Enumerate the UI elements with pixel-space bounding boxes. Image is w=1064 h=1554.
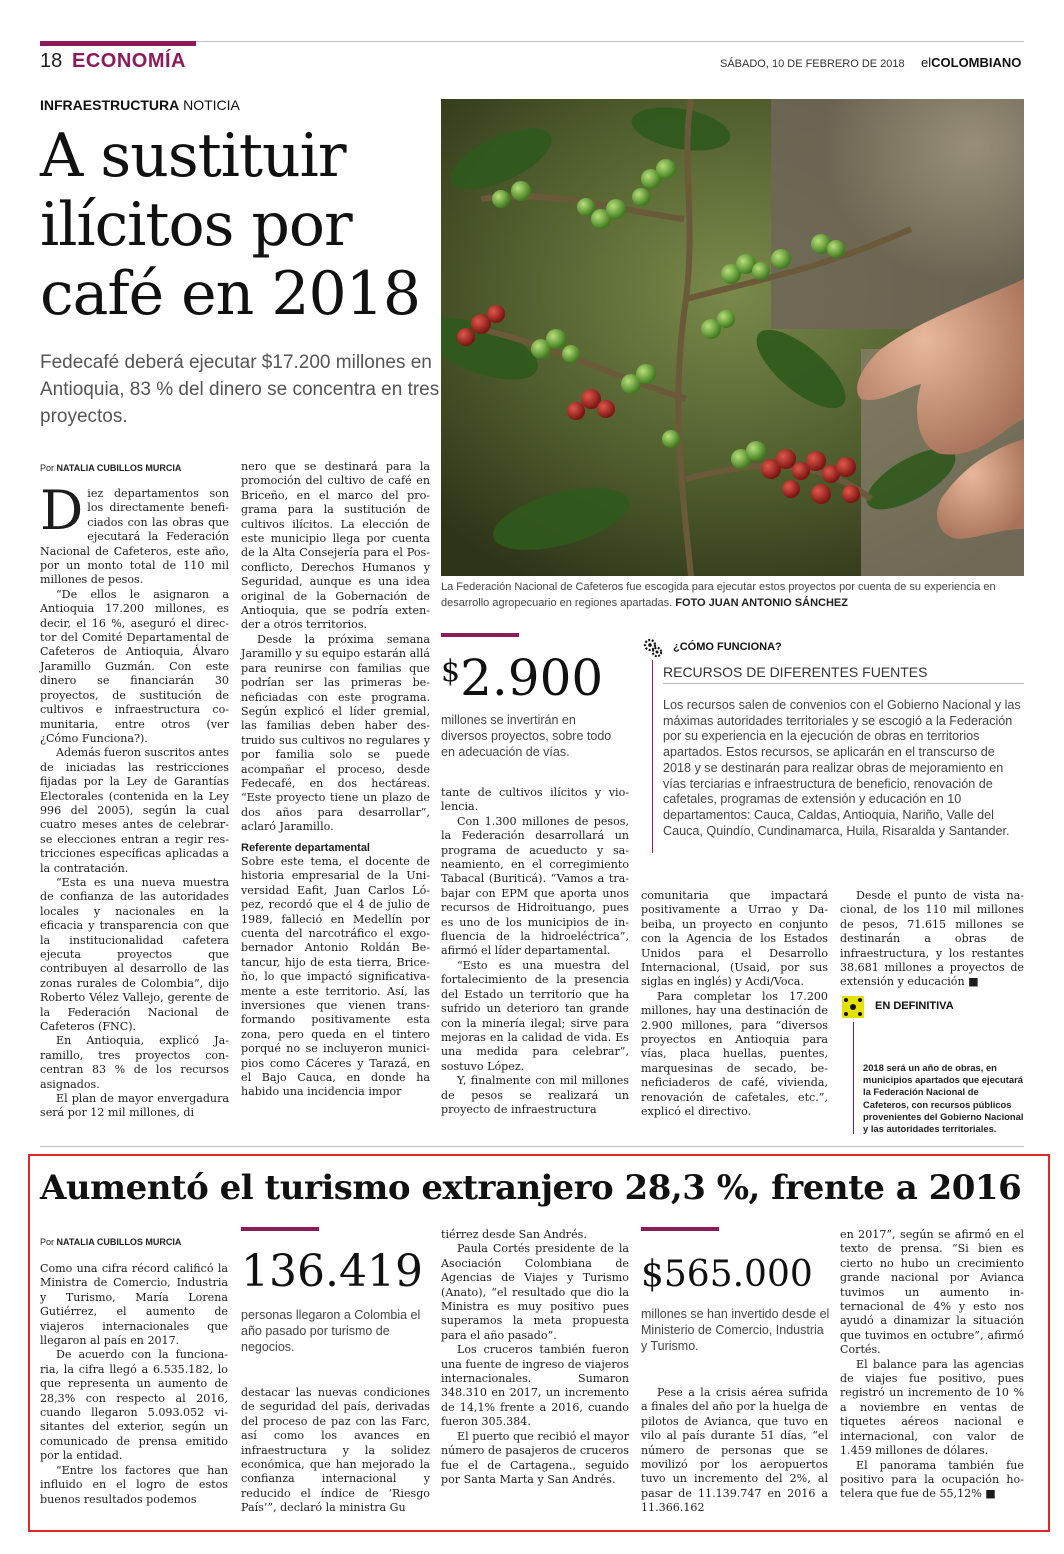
stat-accent-rule (641, 1227, 719, 1231)
paragraph: Desde la próxima semana Jaramillo y su equipo estarán allá para reunirse con familias que podrían ser las primeras beneficiadas con este programa. Según explicó el líder gremial, las familias deben haber destruido sus cultivos no regulares y por familia solo se puede acompañar el proceso, desde Fedecafé, en dos hectáreas. “Este proyecto tiene un plazo de dos años para desarrollar”, aclaró Jaramillo. (241, 632, 430, 834)
stat-currency: $ (441, 654, 461, 689)
subheading: Referente departamental (241, 841, 370, 854)
how-it-works-subtitle: RECURSOS DE DIFERENTES FUENTES (663, 664, 928, 680)
article-column-5 (840, 889, 1024, 989)
photo-credit: FOTO JUAN ANTONIO SÁNCHEZ (675, 597, 848, 609)
paragraph: El plan de mayor envergadura será por 12 mil millones, di (40, 1092, 229, 1120)
paragraph: “Entre los factores que han influido en el logro de estos buenos resultados podemos (40, 1463, 228, 1506)
paragraph: En Antioquia, explicó Jaramillo, tres proyectos concentran 83 % de los recursos asignados. (40, 1034, 229, 1091)
paragraph: El puerto que recibió el mayor número de pasajeros de cruceros fue el de Cartagena., seguido por Santa Marta y San Andrés. (441, 1429, 629, 1486)
paragraph: Los cruceros también fueron una fuente de ingreso de viajeros internacionales. Sumaron 348.310 en 2017, un incremento de 14,1% frente a 2016, cuando fueron 305.384. (441, 1343, 629, 1429)
issue-date: SÁBADO, 10 DE FEBRERO DE 2018 (720, 58, 905, 70)
page-number: 18 (40, 50, 63, 72)
paragraph-text: iez departamentos son los directamente beneficiados con las obras que ejecutará la Federación Nacional de Cafeteros, este año, por un monto total de 110 mil millones de pesos. (40, 487, 229, 587)
byline-prefix: Por (40, 1237, 55, 1247)
paragraph: “Esto es una muestra del fortalecimiento de la presencia del Estado un territorio que ha sufrido un deterioro tan grande con la minería ilegal; sirve para mejoras en la calidad de vida. Es una medida para celebrar”, sostuvo López. (441, 958, 629, 1073)
byline-prefix: Por (40, 463, 55, 473)
paragraph: El panorama también fue positivo para la ocupación hotelera que fue de 55,12% ■ (840, 1458, 1024, 1501)
in-summary-body: 2018 será un año de obras, en municipios apartados que ejecutará la Federación Nacional de Cafeteros, con recursos públicos provenientes del Gobierno Nacional y las autoridades territoriales. (863, 1062, 1024, 1135)
how-it-works-title: ¿CÓMO FUNCIONA? (673, 641, 782, 653)
article-separator (40, 1146, 1024, 1147)
secondary-article-headline: Aumentó el turismo extranjero 28,3 %, frente a 2016 (40, 1168, 1022, 1208)
article-column-4 (641, 889, 828, 1129)
caption-text: La Federación Nacional de Cafeteros fue escogida para ejecutar estos proyectos por cuenta de su experiencia en desarrollo agropecuario en regiones apartadas. (441, 581, 996, 609)
secondary-column-4 (641, 1386, 828, 1521)
paragraph: nero que se destinará para la promoción del cultivo de café en Briceño, en el marco del programa para la sustitución de cultivos ilícitos. La elección de este municipio llega por cuenta de la Alta Consejería para el Posconflicto, Derechos Humanos y Seguridad, aunque es una idea original de la Gobernación de Antioquia, que se podría extender a otros territorios. (241, 460, 430, 632)
section-accent-bar (40, 41, 196, 46)
paragraph: Desde el punto de vista nacional, de los 110 mil millones de pesos, 71.615 millones se destinarán a obras de infraestructura, y los restantes 38.681 millones a proyectos de extensión y educación ■ (840, 889, 1024, 989)
stat-caption: personas llegaron a Colombia el año pasado por turismo de negocios. (241, 1308, 421, 1354)
in-summary-rule (853, 1022, 854, 1134)
target-icon (842, 996, 864, 1018)
drop-cap: D (40, 479, 84, 542)
brand-prefix: el (921, 55, 932, 70)
coffee-plant-photo (441, 99, 1024, 576)
stat-accent-rule (441, 633, 519, 637)
secondary-column-5 (840, 1228, 1024, 1521)
secondary-article-byline (40, 1237, 181, 1247)
article-headline: A sustituir ilícitos por café en 2018 (40, 121, 421, 329)
secondary-column-1 (40, 1262, 228, 1520)
coffee-plant-illustration (441, 99, 1024, 576)
stat-value (441, 650, 603, 706)
paragraph (40, 479, 229, 588)
newspaper-brand (921, 55, 1021, 70)
article-column-2 (241, 460, 430, 1130)
stat-value: 136.419 (241, 1246, 423, 1297)
paragraph: tante de cultivos ilícitos y violencia. (441, 786, 629, 814)
article-column-3 (441, 786, 629, 1131)
brand-name: COLOMBIANO (931, 55, 1022, 70)
article-column-1 (40, 479, 229, 1127)
in-summary-title: EN DEFINITIVA (875, 1000, 954, 1012)
paragraph: Sobre este tema, el docente de historia empresarial de la Universidad Eafit, Juan Carlos López, recordó que el 4 de julio de 1989, falleció en Medellín por cuenta del narcotráfico el exgobernador Antonio Roldán Betancur, hijo de esta tierra, Briceño, lo que impactó significativamente a este territorio. Así, las inversiones que vienen transformando positivamente esta zona, pero queda en el tintero porqué no se incluyeron municipios como Cáceres y Tarazá, en el Bajo Cauca, en donde ha habido una incidencia impor (241, 854, 430, 1099)
paragraph: El balance para las agencias de viajes fue positivo, pues registró un incremento de 10 % a noviembre en ventas de tiquetes aéreos nacional e internacional, con valor de 1.459 millones de dólares. (840, 1357, 1024, 1458)
how-it-works-body: Los recursos salen de convenios con el Gobierno Nacional y las máximas autoridades territoriales y se escogió a la Federación por su experiencia en la ejecución de obras en territorios apartados. Estos recursos, se aplicarán en el transcurso de 2018 y se destinarán para realizar obras de mejoramiento en vías terciarias e infraestructura de beneficio, renovación de cafetales, programas de extensión y educación en 10 departamentos: Cauca, Caldas, Antioquia, Nariño, Valle del Cauca, Quindío, Cundinamarca, Huila, Risaralda y Santander. (663, 698, 1021, 838)
stat-accent-rule (241, 1227, 319, 1231)
paragraph: Como una cifra récord calificó la Ministra de Comercio, Industria y Turismo, María Lorena Gutiérrez, el aumento de viajeros internacionales que llegaron al país en 2017. (40, 1262, 228, 1348)
stat-caption: millones se han invertido desde el Ministerio de Comercio, Industria y Turismo. (641, 1307, 830, 1353)
how-it-works-rule (652, 660, 653, 853)
paragraph: Para completar los 17.200 millones, hay una destinación de 2.900 millones, para “diversos proyectos en Antioquia para vías, placa huellas, puentes, marquesinas de secado, beneficiaderos de café, vivienda, renovación de cafetales, etc.”, explicó el directivo. (641, 989, 828, 1119)
stat-number: 2.900 (460, 649, 604, 707)
kicker-type: NOTICIA (183, 97, 240, 113)
paragraph: Y, finalmente con mil millones de pesos se realizará un proyecto de infraestructura (441, 1074, 629, 1116)
paragraph: en 2017”, según se afirmó en el texto de prensa. “Si bien es cierto no hubo un crecimiento grande nacional por Avianca tuvimos un aumento internacional de 4% y esto nos ayudó a dinamizar la situación que tuvimos en octubre”, afirmó Cortés. (840, 1228, 1024, 1357)
secondary-column-2 (241, 1386, 430, 1521)
article-byline (40, 463, 181, 473)
paragraph: Pese a la crisis aérea sufrida a finales del año por la huelga de pilotos de Avianca, que tuvo en vilo al país durante 51 días, “el número de personas que se movilizó por los aeropuertos tuvo un incremento del 2%, al pasar de 11.139.747 en 2016 a 11.366.162 (641, 1386, 828, 1515)
paragraph: comunitaria que impactará positivamente a Urrao y Dabeiba, un proyecto en conjunto con la Agencia de los Estados Unidos para el Desarrollo Internacional, (Usaid, por sus siglas en inglés) y Acdi/Voca. (641, 889, 828, 989)
article-deck: Fedecafé deberá ejecutar $17.200 millones en Antioquia, 83 % del dinero se concentra en tres proyectos. (40, 352, 440, 427)
how-it-works-divider (663, 683, 1024, 684)
byline-name: NATALIA CUBILLOS MURCIA (56, 1237, 182, 1247)
paragraph: tiérrez desde San Andrés. (441, 1228, 587, 1241)
photo-caption (441, 579, 1024, 611)
stat-caption: millones se invertirán en diversos proyectos, sobre todo en adecuación de vías. (441, 713, 612, 759)
secondary-column-3 (441, 1228, 629, 1520)
paragraph: destacar las nuevas condiciones de seguridad del país, derivadas del proceso de paz con las Farc, así como los avances en infraestructura y la solidez económica, que han mejorado la confianza internacional y reducido el índice de ‘Riesgo País’”, declaró la ministra Gu (241, 1386, 430, 1515)
paragraph: Además fueron suscritos antes de iniciadas las restricciones fijadas por la Ley de Garantías Electorales (contenida en la Ley 996 del 2005), según la cual cuatro meses antes de celebrarse elecciones entran a regir restricciones específicas aplicadas a la contratación. (40, 746, 229, 875)
stat-value: $565.000 (641, 1254, 813, 1295)
paragraph: Paula Cortés presidente de la Asociación Colombiana de Agencias de Viajes y Turismo (Anato), “el resultado que dio la Ministra es muy positivo pues superamos la meta propuesta para el año pasado”. (441, 1242, 629, 1342)
paragraph: Con 1.300 millones de pesos, la Federación desarrollará un programa de acueducto y saneamiento, en el corregimiento Tabacal (Buriticá). “Vamos a trabajar con EPM que aporta unos recursos de Hidroituango, pues es uno de los municipios de influencia de la hidroeléctrica”, afirmó el líder departamental. (441, 814, 629, 958)
byline-name: NATALIA CUBILLOS MURCIA (56, 463, 182, 473)
gears-icon (642, 637, 664, 659)
paragraph: De acuerdo con la funcionaria, la cifra llegó a 6.535.182, lo que representa un aumento de 28,3% con respecto al 2016, cuando llegaron 5.093.052 visitantes del exterior, según un comunicado de prensa emitido por la entidad. (40, 1348, 228, 1463)
kicker-category: INFRAESTRUCTURA (40, 97, 180, 113)
paragraph: “Esta es una nueva muestra de confianza de las autoridades locales y nacionales en la eficacia y transparencia con que la institucionalidad cafetera ejecuta proyectos que contribuyen al desarrollo de las zonas rurales de Colombia”, dijo Roberto Vélez Vallejo, gerente de la Federación Nacional de Cafeteros (FNC). (40, 875, 229, 1034)
section-name: ECONOMÍA (72, 50, 186, 72)
paragraph: “De ellos le asignaron a Antioquia 17.200 millones, es decir, el 16 %, aseguró el director del Comité Departamental de Cafeteros de Antioquia, Álvaro Jaramillo Guzmán. Con este dinero se financiarán 30 proyectos, de sustitución de cultivos e infraestructura comunitaria, entre otros (ver ¿Cómo Funciona?). (40, 587, 229, 745)
article-kicker (40, 97, 240, 113)
